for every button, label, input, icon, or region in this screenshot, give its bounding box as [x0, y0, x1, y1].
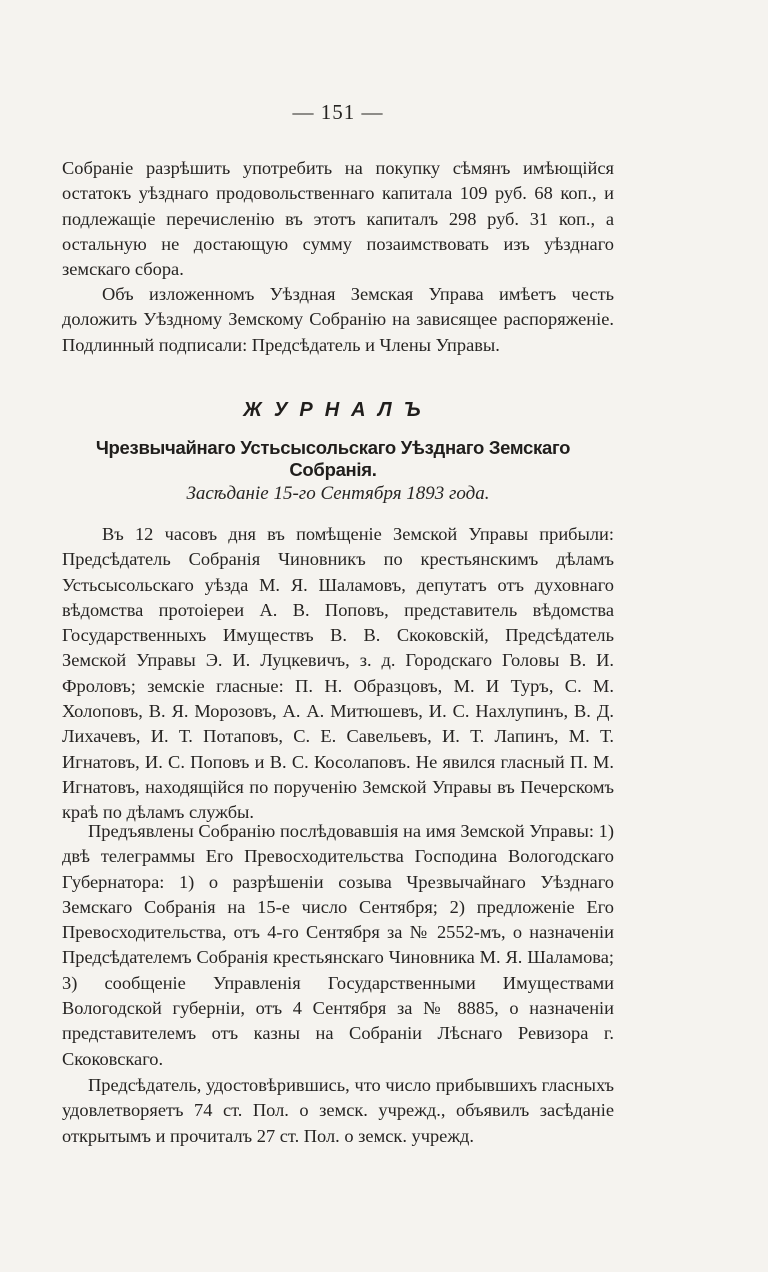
paragraph-attendance: Въ 12 часовъ дня въ помѣщеніе Земской Управы прибыли: Предсѣдатель Собранія Чиновникъ по крестьянскимъ дѣламъ Устьсысольскаго уѣзда М. Я. Шаламовъ, депутатъ отъ духовнаго вѣдомства протоіереи А. В. Поповъ, представитель вѣдомства Государственныхъ Имуществъ В. В. Скоковскій, Предсѣдатель Земской Управы Э. И. Луцкевичъ, з. д. Городскаго Головы В. И. Фроловъ; земскіе гласные: П. Н. Образцовъ, М. И Туръ, С. М. Холоповъ, В. Я. Морозовъ, А. А. Митюшевъ, И. С. Нахлупинъ, В. Д. Лихачевъ, И. Т. Потаповъ, С. Е. Савельевъ, И. Т. Лапинъ, М. Т. Игнатовъ, И. С. Поповъ и В. С. Косолаповъ. Не явился гласный П. М. Игнатовъ, находящійся по порученію Земской Управы въ Печерскомъ краѣ по дѣламъ службы.	[62, 524, 614, 823]
journal-subheading: Чрезвычайнаго Устьсысольскаго Уѣзднаго Земскаго Собранія.	[95, 437, 571, 480]
paragraph-opening: Предсѣдатель, удостовѣрившись, что число прибывшихъ гласныхъ удовлетворяетъ 74 ст. Пол. о земск. учрежд., объявилъ засѣданіе открытымъ и прочиталъ 27 ст. Пол. о земск. учрежд.	[62, 1075, 614, 1146]
paragraph-documents: Предъявлены Собранію послѣдовавшія на имя Земской Управы: 1) двѣ телеграммы Его Превосходительства Господина Вологодскаго Губернатора: 1) о разрѣшеніи созыва Чрезвычайнаго Уѣзднаго Земскаго Собранія на 15-е число Сентября; 2) предложеніе Его Превосходительства, отъ 4-го Сентября за № 2552-мъ, о назначеніи Предсѣдателемъ Собранія крестьянскаго Чиновника М. Я. Шаламова; 3) сообщеніе Управленія Государственными Имуществами Вологодской губерніи, отъ 4 Сентября за № 8885, о назначеніи представителемъ отъ казны на Собраніи Лѣснаго Ревизора г. Скоковскаго.	[62, 821, 614, 1069]
paragraph-report-conclusion: Объ изложенномъ Уѣздная Земская Управа имѣетъ честь доложить Уѣздному Земскому Собранію на зависящее распоряженіе. Подлинный подписали: Предсѣдатель и Члены Управы.	[62, 284, 614, 355]
page-number: — 151 —	[292, 100, 384, 124]
journal-heading: ЖУРНАЛЪ	[243, 399, 433, 421]
session-date: Засѣданіе 15-го Сентября 1893 года.	[186, 483, 490, 504]
paragraph-continued: Собраніе разрѣшить употребить на покупку сѣмянъ имѣющійся остатокъ уѣзднаго продовольственнаго капитала 109 руб. 68 коп., и подлежащіе перечисленію въ этотъ капиталъ 298 руб. 31 коп., а остальную не достающую сумму позаимствовать изъ уѣзднаго земскаго сбора.	[62, 158, 614, 280]
